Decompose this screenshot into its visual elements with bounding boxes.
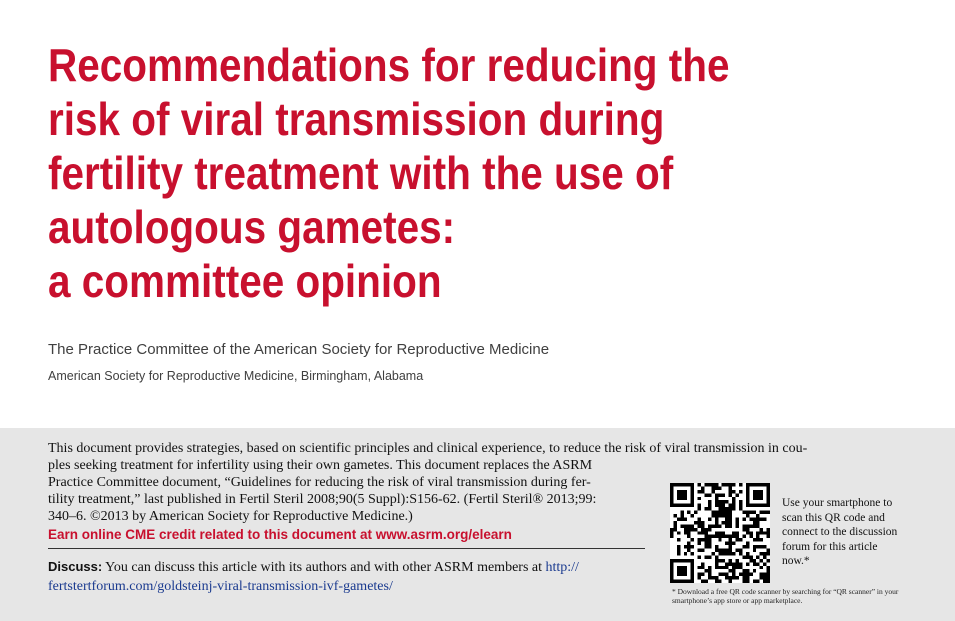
forum-link[interactable]: http://: [545, 560, 579, 575]
qr-footnote: * Download a free QR code scanner by searching for “QR scanner” in your smartphone’s app store or app marketplace.: [672, 587, 899, 605]
abstract-line: Practice Committee document, “Guidelines for reducing the risk of viral transmission during fer-: [48, 475, 591, 490]
forum-link-continued[interactable]: fertstertforum.com/goldsteinj-viral-transmission-ivf-gametes/: [48, 579, 393, 594]
qr-caption: Use your smartphone to scan this QR code and connect to the discussion forum for this article now.*: [782, 497, 898, 567]
title-line: Recommendations for reducing the: [48, 39, 730, 91]
title-line: autologous gametes:: [48, 201, 456, 253]
qr-code[interactable]: [670, 483, 770, 583]
discuss-section: [48, 557, 648, 596]
article-title: [48, 38, 822, 308]
title-line: risk of viral transmission during: [48, 93, 665, 145]
divider: [48, 548, 645, 549]
title-line: fertility treatment with the use of: [48, 147, 674, 199]
abstract-line: tility treatment,” last published in Fertil Steril 2008;90(5 Suppl):S156-62. (Fertil Steril® 2013;99:: [48, 492, 597, 507]
title-line: a committee opinion: [48, 255, 442, 307]
affiliation: American Society for Reproductive Medicine, Birmingham, Alabama: [48, 369, 424, 383]
abstract-line: ples seeking treatment for infertility using their own gametes. This document replaces the ASRM: [48, 458, 593, 473]
discuss-label: Discuss:: [48, 559, 103, 574]
authors: The Practice Committee of the American Society for Reproductive Medicine: [48, 341, 550, 358]
cme-credit-link[interactable]: Earn online CME credit related to this document at www.asrm.org/elearn: [48, 527, 512, 542]
abstract-line: 340–6. ©2013 by American Society for Reproductive Medicine.): [48, 509, 413, 524]
discuss-text: You can discuss this article with its authors and with other ASRM members at: [102, 560, 546, 575]
abstract-line: This document provides strategies, based on scientific principles and clinical experience, to reduce the risk of viral transmission in cou-: [48, 441, 808, 456]
